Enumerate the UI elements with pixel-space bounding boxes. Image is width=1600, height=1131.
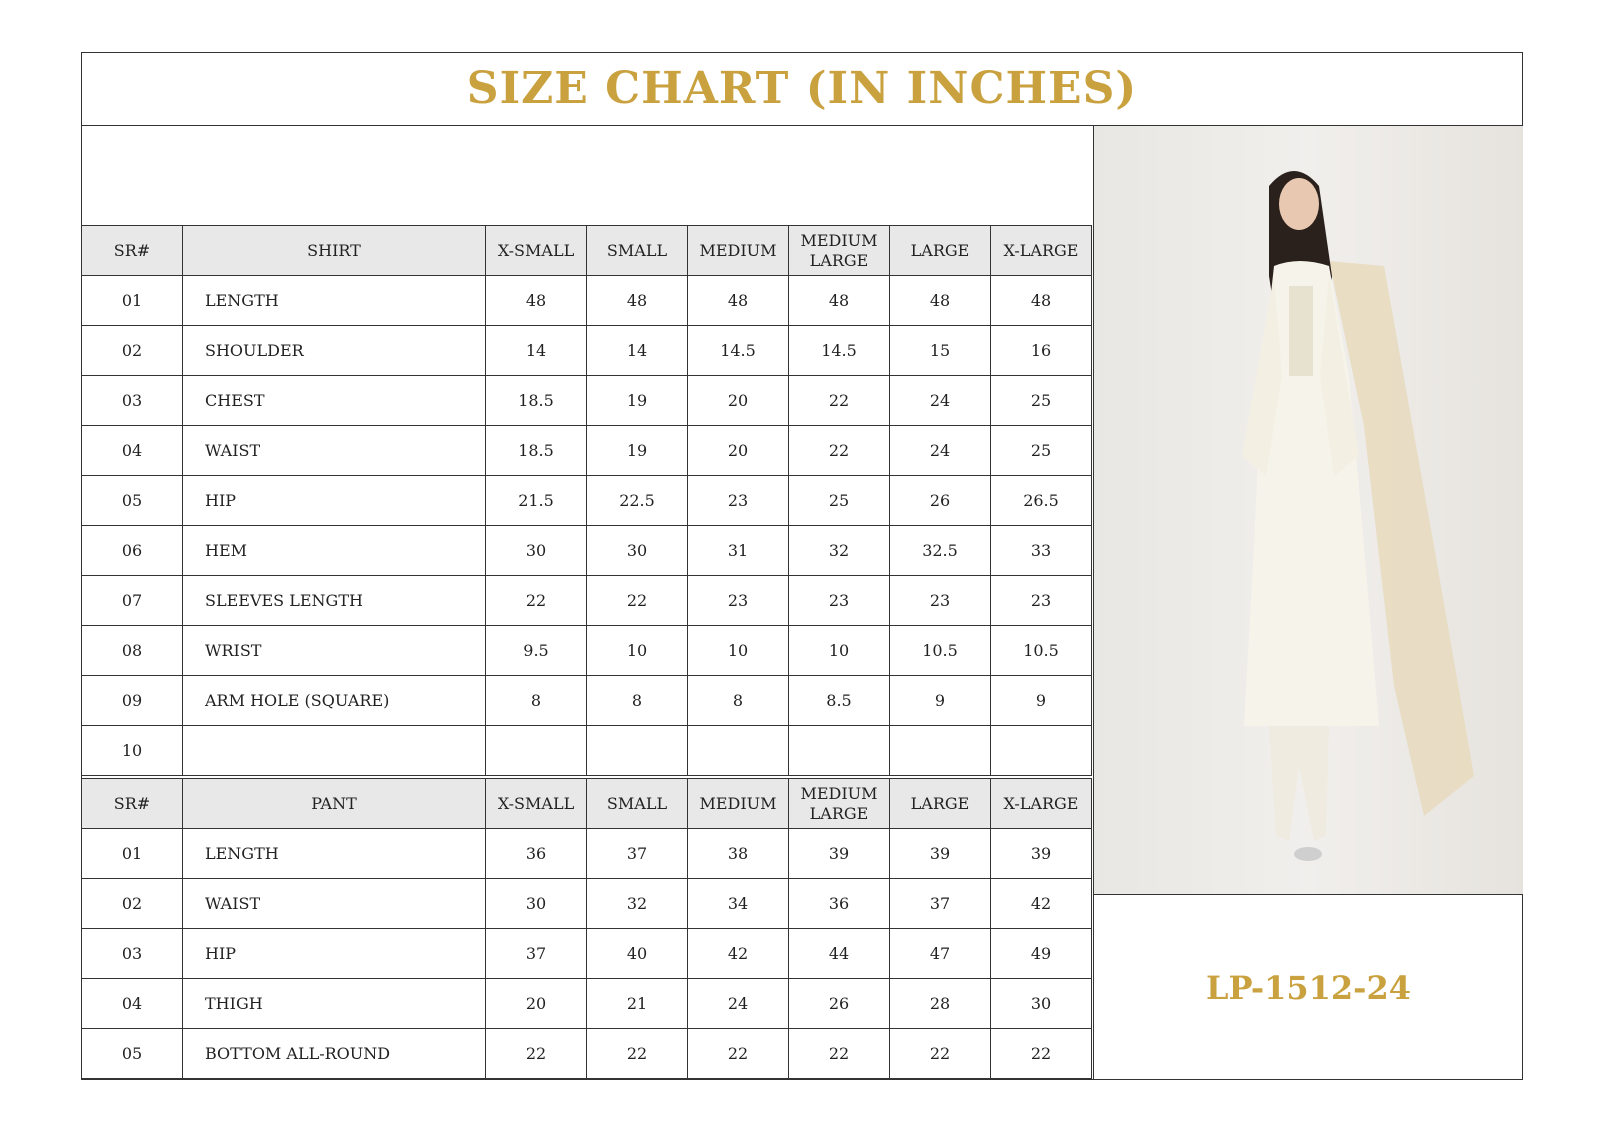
size-value-cell: 33 xyxy=(991,526,1092,576)
table-row xyxy=(82,376,1092,426)
size-value-cell: 20 xyxy=(688,426,789,476)
table-row xyxy=(82,576,1092,626)
size-value-cell: 8 xyxy=(587,676,688,726)
measurement-label: HEM xyxy=(183,526,486,576)
measurement-label: HIP xyxy=(183,929,486,979)
size-value-cell: 30 xyxy=(486,526,587,576)
measurement-label: LENGTH xyxy=(183,276,486,326)
size-value-cell: 39 xyxy=(991,829,1092,879)
serial-cell: 05 xyxy=(82,1029,183,1079)
size-value-cell xyxy=(991,726,1092,776)
size-value-cell: 26 xyxy=(890,476,991,526)
table-row xyxy=(82,1029,1092,1079)
size-value-cell: 22 xyxy=(789,1029,890,1079)
size-value-cell: 39 xyxy=(789,829,890,879)
column-header: SMALL xyxy=(587,226,688,276)
size-value-cell: 25 xyxy=(991,426,1092,476)
size-value-cell: 9 xyxy=(890,676,991,726)
size-value-cell: 20 xyxy=(486,979,587,1029)
size-value-cell: 22 xyxy=(587,1029,688,1079)
size-value-cell: 8.5 xyxy=(789,676,890,726)
table-row xyxy=(82,326,1092,376)
size-value-cell: 18.5 xyxy=(486,426,587,476)
size-value-cell: 37 xyxy=(587,829,688,879)
size-value-cell: 30 xyxy=(991,979,1092,1029)
size-value-cell: 34 xyxy=(688,879,789,929)
title-bar xyxy=(81,52,1523,126)
size-value-cell: 21.5 xyxy=(486,476,587,526)
size-value-cell: 26.5 xyxy=(991,476,1092,526)
table-row xyxy=(82,476,1092,526)
table-row xyxy=(82,726,1092,776)
size-value-cell: 32 xyxy=(587,879,688,929)
size-value-cell: 23 xyxy=(688,576,789,626)
size-value-cell: 47 xyxy=(890,929,991,979)
size-value-cell xyxy=(789,726,890,776)
size-value-cell: 24 xyxy=(890,426,991,476)
size-value-cell xyxy=(890,726,991,776)
serial-cell: 08 xyxy=(82,626,183,676)
size-value-cell: 30 xyxy=(587,526,688,576)
size-value-cell: 22 xyxy=(587,576,688,626)
size-value-cell: 10.5 xyxy=(991,626,1092,676)
size-value-cell: 22.5 xyxy=(587,476,688,526)
measurement-label: SHOULDER xyxy=(183,326,486,376)
size-value-cell: 8 xyxy=(688,676,789,726)
size-value-cell: 18.5 xyxy=(486,376,587,426)
column-header: MEDIUM xyxy=(688,226,789,276)
table-row xyxy=(82,626,1092,676)
table-row xyxy=(82,929,1092,979)
serial-cell: 01 xyxy=(82,276,183,326)
column-header: SR# xyxy=(82,226,183,276)
size-value-cell xyxy=(486,726,587,776)
size-value-cell xyxy=(688,726,789,776)
size-value-cell: 38 xyxy=(688,829,789,879)
serial-cell: 01 xyxy=(82,829,183,879)
serial-cell: 05 xyxy=(82,476,183,526)
table-row xyxy=(82,676,1092,726)
size-value-cell: 37 xyxy=(486,929,587,979)
model-photo-icon xyxy=(1094,126,1523,895)
size-value-cell: 23 xyxy=(789,576,890,626)
size-value-cell: 48 xyxy=(688,276,789,326)
serial-cell: 02 xyxy=(82,879,183,929)
size-value-cell: 42 xyxy=(688,929,789,979)
size-value-cell: 19 xyxy=(587,426,688,476)
measurement-label: SLEEVES LENGTH xyxy=(183,576,486,626)
size-value-cell: 26 xyxy=(789,979,890,1029)
column-header: PANT xyxy=(183,779,486,829)
size-value-cell: 42 xyxy=(991,879,1092,929)
column-header: X-LARGE xyxy=(991,226,1092,276)
size-value-cell: 23 xyxy=(890,576,991,626)
column-header: SHIRT xyxy=(183,226,486,276)
serial-cell: 04 xyxy=(82,426,183,476)
table-row xyxy=(82,829,1092,879)
serial-cell: 10 xyxy=(82,726,183,776)
size-value-cell: 10 xyxy=(587,626,688,676)
table-row xyxy=(82,526,1092,576)
size-value-cell: 14.5 xyxy=(789,326,890,376)
size-value-cell: 22 xyxy=(486,576,587,626)
size-value-cell: 24 xyxy=(688,979,789,1029)
size-value-cell: 32.5 xyxy=(890,526,991,576)
size-value-cell: 15 xyxy=(890,326,991,376)
table-row xyxy=(82,879,1092,929)
measurement-label: WAIST xyxy=(183,879,486,929)
measurement-label: LENGTH xyxy=(183,829,486,879)
size-value-cell: 22 xyxy=(991,1029,1092,1079)
size-value-cell: 40 xyxy=(587,929,688,979)
size-value-cell: 10 xyxy=(688,626,789,676)
measurement-label: THIGH xyxy=(183,979,486,1029)
measurement-label: HIP xyxy=(183,476,486,526)
table-row xyxy=(82,276,1092,326)
column-header: MEDIUM LARGE xyxy=(789,779,890,829)
size-value-cell: 32 xyxy=(789,526,890,576)
column-header: X-SMALL xyxy=(486,226,587,276)
table-row xyxy=(82,426,1092,476)
measurement-label: WRIST xyxy=(183,626,486,676)
size-value-cell: 14 xyxy=(587,326,688,376)
size-value-cell: 36 xyxy=(486,829,587,879)
measurement-label: ARM HOLE (SQUARE) xyxy=(183,676,486,726)
size-value-cell: 22 xyxy=(688,1029,789,1079)
size-value-cell: 48 xyxy=(587,276,688,326)
size-value-cell: 21 xyxy=(587,979,688,1029)
measurement-label: BOTTOM ALL-ROUND xyxy=(183,1029,486,1079)
size-value-cell: 24 xyxy=(890,376,991,426)
page-title: SIZE CHART (IN INCHES) xyxy=(466,63,1138,114)
size-value-cell: 48 xyxy=(890,276,991,326)
product-code: LP-1512-24 xyxy=(1206,968,1411,1007)
column-header: LARGE xyxy=(890,779,991,829)
size-value-cell: 16 xyxy=(991,326,1092,376)
size-value-cell: 22 xyxy=(486,1029,587,1079)
table-row xyxy=(82,979,1092,1029)
measurement-label xyxy=(183,726,486,776)
size-value-cell: 23 xyxy=(991,576,1092,626)
size-value-cell: 22 xyxy=(890,1029,991,1079)
size-value-cell: 48 xyxy=(486,276,587,326)
serial-cell: 02 xyxy=(82,326,183,376)
size-value-cell: 10.5 xyxy=(890,626,991,676)
serial-cell: 03 xyxy=(82,376,183,426)
size-value-cell: 9.5 xyxy=(486,626,587,676)
serial-cell: 09 xyxy=(82,676,183,726)
size-value-cell: 25 xyxy=(991,376,1092,426)
serial-cell: 04 xyxy=(82,979,183,1029)
size-value-cell: 31 xyxy=(688,526,789,576)
size-value-cell: 10 xyxy=(789,626,890,676)
column-header: MEDIUM xyxy=(688,779,789,829)
size-value-cell: 30 xyxy=(486,879,587,929)
column-header: MEDIUM LARGE xyxy=(789,226,890,276)
table-header-row xyxy=(82,226,1092,276)
size-value-cell: 19 xyxy=(587,376,688,426)
size-value-cell: 20 xyxy=(688,376,789,426)
size-value-cell: 22 xyxy=(789,426,890,476)
size-value-cell: 48 xyxy=(789,276,890,326)
shirt-size-table xyxy=(81,225,1092,776)
measurement-label: CHEST xyxy=(183,376,486,426)
size-value-cell: 37 xyxy=(890,879,991,929)
size-value-cell: 23 xyxy=(688,476,789,526)
size-value-cell: 36 xyxy=(789,879,890,929)
column-header: LARGE xyxy=(890,226,991,276)
serial-cell: 03 xyxy=(82,929,183,979)
size-value-cell: 14 xyxy=(486,326,587,376)
size-value-cell: 25 xyxy=(789,476,890,526)
size-value-cell: 49 xyxy=(991,929,1092,979)
column-header: SR# xyxy=(82,779,183,829)
table-header-row xyxy=(82,779,1092,829)
product-code-box xyxy=(1093,895,1523,1080)
size-value-cell: 44 xyxy=(789,929,890,979)
size-value-cell xyxy=(587,726,688,776)
column-header: SMALL xyxy=(587,779,688,829)
size-value-cell: 22 xyxy=(789,376,890,426)
column-header: X-SMALL xyxy=(486,779,587,829)
column-header: X-LARGE xyxy=(991,779,1092,829)
serial-cell: 07 xyxy=(82,576,183,626)
size-value-cell: 48 xyxy=(991,276,1092,326)
pant-size-table xyxy=(81,778,1092,1079)
model-photo xyxy=(1093,126,1523,895)
size-value-cell: 9 xyxy=(991,676,1092,726)
serial-cell: 06 xyxy=(82,526,183,576)
size-value-cell: 14.5 xyxy=(688,326,789,376)
size-value-cell: 28 xyxy=(890,979,991,1029)
size-value-cell: 8 xyxy=(486,676,587,726)
size-value-cell: 39 xyxy=(890,829,991,879)
measurement-label: WAIST xyxy=(183,426,486,476)
